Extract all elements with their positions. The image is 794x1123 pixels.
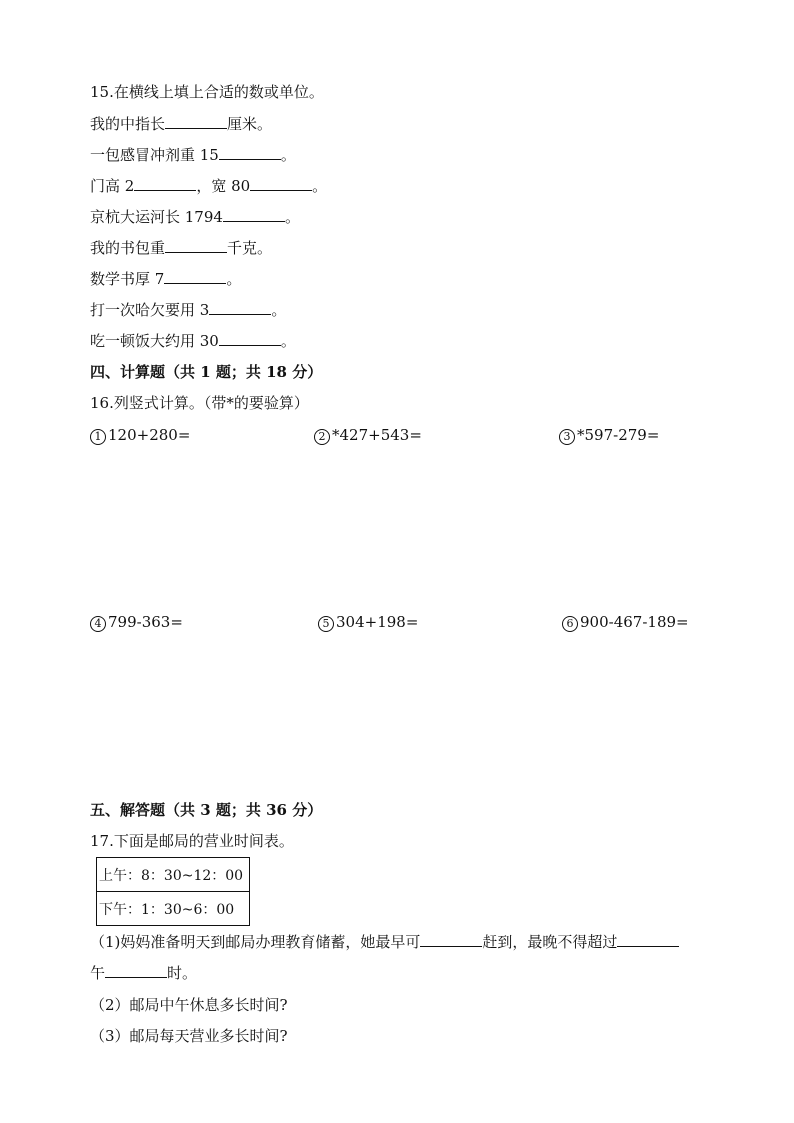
q15-item-6 xyxy=(90,269,241,289)
q17-prompt: 17.下面是邮局的营业时间表。 xyxy=(90,832,294,850)
schedule-row-afternoon xyxy=(97,892,250,926)
q15-item-1-before: 我的中指长 xyxy=(90,115,166,133)
q15-item-4-blank[interactable] xyxy=(223,207,285,222)
q16-prompt: 16.列竖式计算。（带*的要验算） xyxy=(90,394,309,412)
circled-number-3: 3 xyxy=(559,429,575,445)
circled-number-2: 2 xyxy=(314,429,330,445)
q15-item-8-after: 。 xyxy=(280,332,296,350)
q16-item-5-expr: 304+198= xyxy=(336,613,419,631)
q15-item-2 xyxy=(90,145,296,165)
q15-item-3-mid: ，宽 80 xyxy=(196,177,251,195)
q16-item-4-expr: 799-363= xyxy=(108,613,183,631)
q15-item-7-blank[interactable] xyxy=(209,300,271,315)
q15-item-4-before: 京杭大运河长 1794 xyxy=(90,208,223,226)
q17-sub3: （3）邮局每天营业多长时间? xyxy=(90,1027,288,1045)
q16-item-6 xyxy=(562,612,689,632)
q17-sub1-blank-2[interactable] xyxy=(617,932,679,947)
q15-item-3-after: 。 xyxy=(312,177,328,195)
schedule-table xyxy=(96,857,250,926)
q15-item-5-before: 我的书包重 xyxy=(90,239,166,257)
q15-item-8-before: 吃一顿饭大约用 30 xyxy=(90,332,219,350)
schedule-cell-afternoon: 下午：1：30~6：00 xyxy=(97,892,250,926)
q17-sub1-c: 午 xyxy=(90,964,106,982)
q17-sub1-b: 赶到，最晚不得超过 xyxy=(482,933,618,951)
q15-item-3-blank-1[interactable] xyxy=(134,176,196,191)
q16-item-1-expr: 120+280= xyxy=(108,426,191,444)
schedule-cell-morning: 上午：8：30~12：00 xyxy=(97,858,250,892)
q16-item-5 xyxy=(318,612,418,632)
q15-item-6-before: 数学书厚 7 xyxy=(90,270,165,288)
q16-item-2-expr: *427+543= xyxy=(332,426,422,444)
q15-item-4-after: 。 xyxy=(284,208,300,226)
q16-item-4 xyxy=(90,612,183,632)
q17-sub2: （2）邮局中午休息多长时间? xyxy=(90,996,288,1014)
q15-item-5 xyxy=(90,238,272,258)
q17-sub1-blank-3[interactable] xyxy=(105,963,167,978)
q17-sub1-line1 xyxy=(90,932,679,952)
q15-item-1 xyxy=(90,114,272,134)
q16-item-6-expr: 900-467-189= xyxy=(580,613,689,631)
q16-item-3-expr: *597-279= xyxy=(577,426,660,444)
q15-item-5-after: 千克。 xyxy=(227,239,273,257)
q15-item-2-after: 。 xyxy=(280,146,296,164)
q15-item-5-blank[interactable] xyxy=(165,238,227,253)
q15-item-3-before: 门高 2 xyxy=(90,177,135,195)
q17-sub1-blank-1[interactable] xyxy=(420,932,482,947)
q15-item-7-before: 打一次哈欠要用 3 xyxy=(90,301,210,319)
q15-item-6-after: 。 xyxy=(226,270,242,288)
q16-item-3 xyxy=(559,425,659,445)
circled-number-6: 6 xyxy=(562,616,578,632)
q15-item-7-after: 。 xyxy=(271,301,287,319)
q15-item-8 xyxy=(90,331,296,351)
q15-item-1-blank[interactable] xyxy=(165,114,227,129)
q15-item-2-before: 一包感冒冲剂重 15 xyxy=(90,146,219,164)
q15-item-3 xyxy=(90,176,327,196)
q16-item-2 xyxy=(314,425,422,445)
q15-item-3-blank-2[interactable] xyxy=(250,176,312,191)
schedule-row-morning xyxy=(97,858,250,892)
q15-prompt: 15.在横线上填上合适的数或单位。 xyxy=(90,83,324,101)
section4-title: 四、计算题（共 1 题；共 18 分） xyxy=(90,363,323,381)
section5-title: 五、解答题（共 3 题；共 36 分） xyxy=(90,801,323,819)
circled-number-1: 1 xyxy=(90,429,106,445)
q15-item-6-blank[interactable] xyxy=(164,269,226,284)
q15-item-7 xyxy=(90,300,286,320)
q15-item-2-blank[interactable] xyxy=(219,145,281,160)
q17-sub1-d: 时。 xyxy=(167,964,198,982)
q17-sub1-line2 xyxy=(90,963,197,983)
q15-item-1-after: 厘米。 xyxy=(227,115,273,133)
q15-item-4 xyxy=(90,207,300,227)
circled-number-4: 4 xyxy=(90,616,106,632)
circled-number-5: 5 xyxy=(318,616,334,632)
q17-sub1-a: （1)妈妈准备明天到邮局办理教育储蓄，她最早可 xyxy=(90,933,421,951)
q15-item-8-blank[interactable] xyxy=(219,331,281,346)
q16-item-1 xyxy=(90,425,190,445)
